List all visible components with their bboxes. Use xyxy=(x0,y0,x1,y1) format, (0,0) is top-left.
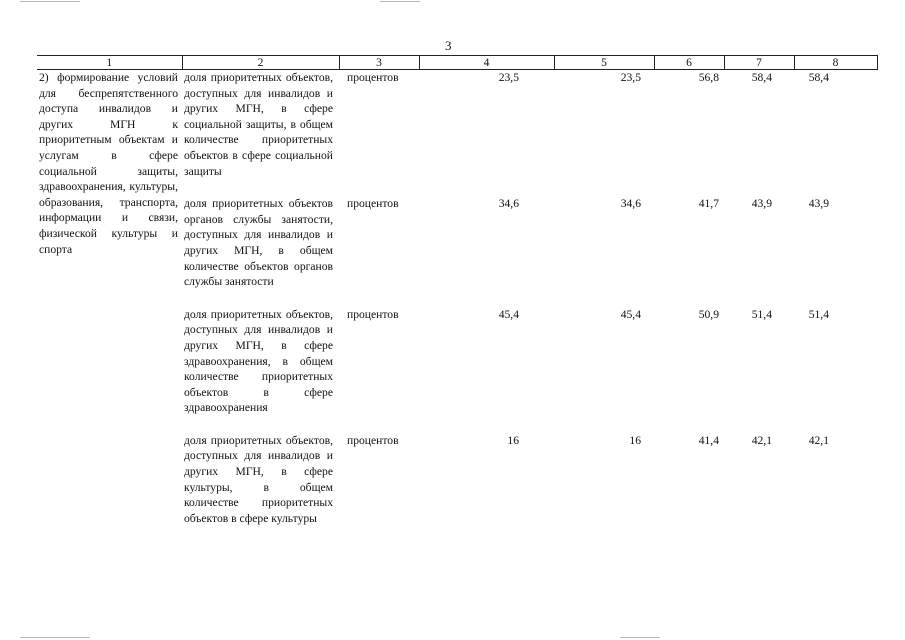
indicator-cell: доля приоритетных объектов, доступных для инвалидов и других МГН, в сфере социальной защиты, в общем количестве приоритетных объектов в сфере социальной защиты xyxy=(184,71,333,178)
value-cell-4: 34,6 xyxy=(498,197,519,211)
value-cell-4: 45,4 xyxy=(498,307,519,321)
value-cell-4: 23,5 xyxy=(498,71,519,84)
value-cell-7: 43,9 xyxy=(751,197,772,211)
table-row xyxy=(37,70,877,197)
value-cell-5: 16 xyxy=(629,433,641,447)
value-cell-8: 51,4 xyxy=(808,307,829,321)
goal-cell: 2) формирование условий для беспрепятственного доступа инвалидов и других МГН к приоритетным объектам и услугам в сфере социальной защиты, здравоохранения, культуры, образования, транспорта, информации и связи, физической культуры и спорта xyxy=(39,71,178,256)
value-cell-7: 51,4 xyxy=(751,307,772,321)
value-cell-6: 41,7 xyxy=(698,197,719,211)
value-cell-8: 42,1 xyxy=(808,433,829,447)
column-header-2: 2 xyxy=(182,56,339,70)
indicator-cell: доля приоритетных объектов органов службы занятости, доступных для инвалидов и других МГН, в общем количестве объектов органов службы занятости xyxy=(184,197,333,289)
value-cell-8: 58,4 xyxy=(808,71,829,84)
column-header-5: 5 xyxy=(554,56,654,70)
unit-cell: процентов xyxy=(347,197,399,211)
header-row xyxy=(37,56,877,70)
indicator-cell: доля приоритетных объектов, доступных для инвалидов и других МГН, в сфере культуры, в общем количестве приоритетных объектов в сфере культуры xyxy=(184,433,333,525)
column-header-8: 8 xyxy=(794,56,877,70)
unit-cell: процентов xyxy=(347,71,399,84)
value-cell-6: 50,9 xyxy=(698,307,719,321)
column-header-7: 7 xyxy=(724,56,794,70)
value-cell-7: 42,1 xyxy=(751,433,772,447)
column-header-1: 1 xyxy=(37,56,182,70)
unit-cell: процентов xyxy=(347,433,399,447)
column-header-3: 3 xyxy=(339,56,419,70)
unit-cell: процентов xyxy=(347,307,399,321)
value-cell-8: 43,9 xyxy=(808,197,829,211)
value-cell-5: 34,6 xyxy=(620,197,641,211)
indicators-table xyxy=(37,55,878,526)
value-cell-5: 23,5 xyxy=(620,71,641,84)
indicator-cell: доля приоритетных объектов, доступных для инвалидов и других МГН, в сфере здравоохранения, в общем количестве приоритетных объектов в сфере здравоохранения xyxy=(184,307,333,415)
column-header-6: 6 xyxy=(654,56,724,70)
page-number: 3 xyxy=(445,38,452,53)
value-cell-7: 58,4 xyxy=(751,71,772,84)
column-header-4: 4 xyxy=(419,56,554,70)
value-cell-5: 45,4 xyxy=(620,307,641,321)
value-cell-6: 41,4 xyxy=(698,433,719,447)
value-cell-6: 56,8 xyxy=(698,71,719,84)
value-cell-4: 16 xyxy=(507,433,519,447)
